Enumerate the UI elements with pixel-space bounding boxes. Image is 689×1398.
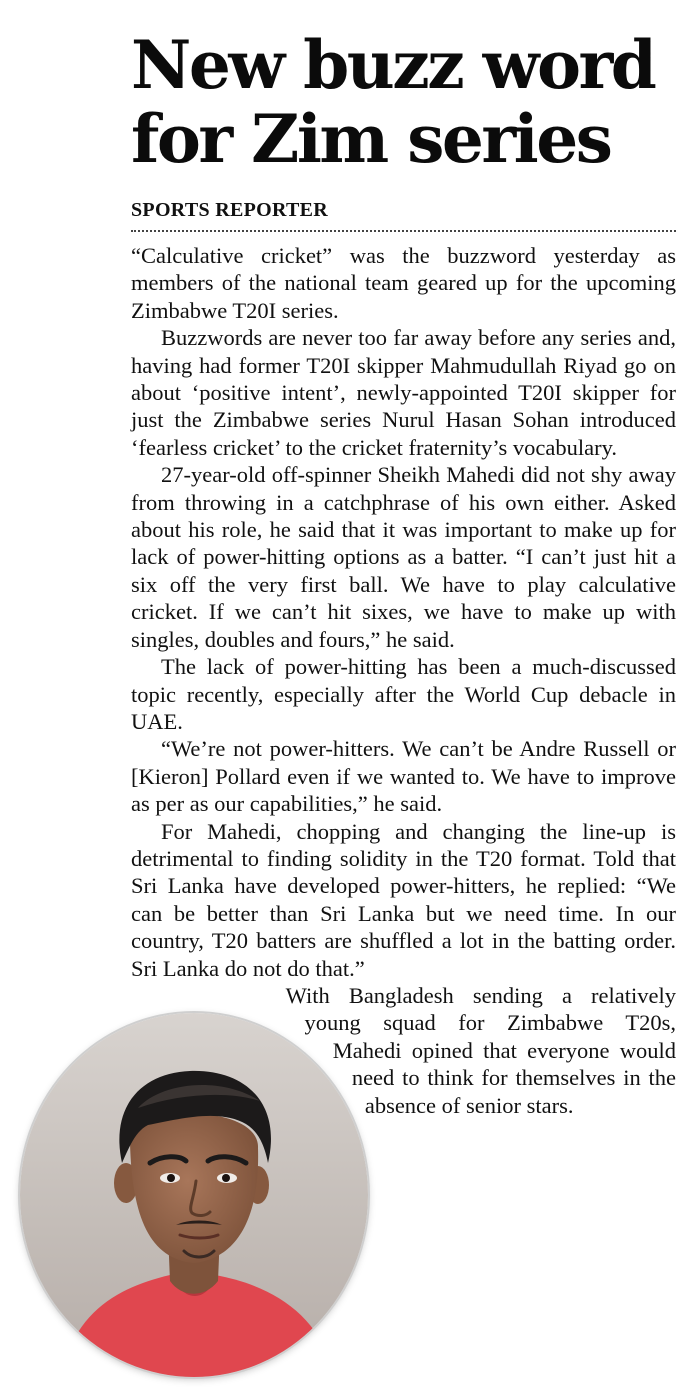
paragraph-1: “Calculative cricket” was the buzzword yesterday as members of the national team geared up for the upcoming Zimbabwe T20I series. bbox=[131, 243, 676, 323]
article-body bbox=[131, 242, 676, 1119]
paragraph-4: The lack of power-hitting has been a much-discussed topic recently, especially after the World Cup debacle in UAE. bbox=[131, 654, 676, 734]
player-portrait-icon bbox=[20, 1013, 368, 1377]
headline: New buzz word for Zim series bbox=[131, 26, 655, 178]
paragraph-5: “We’re not power-hitters. We can’t be Andre Russell or [Kieron] Pollard even if we wanted to. We have to improve as per as our capabilities,” he said. bbox=[131, 736, 676, 817]
dotted-divider bbox=[131, 230, 676, 232]
byline: SPORTS REPORTER bbox=[131, 199, 329, 221]
paragraph-6: For Mahedi, chopping and changing the line-up is detrimental to finding solidity in the T20 format. Told that Sri Lanka have developed power-hitters, he replied: “We can be better than Sri Lanka but we need time. In our country, T20 batters are shuffled a lot in the batting order. Sri Lanka do not do that.” bbox=[131, 818, 676, 981]
paragraph-3: 27-year-old off-spinner Sheikh Mahedi did not shy away from throwing in a catchphrase of his own either. Asked about his role, he said that it was important to make up for lack of power-hitting options as a batter. “I can’t just hit a six off the very first ball. We have to play calculative cricket. If we can’t hit sixes, we have to make up with singles, doubles and fours,” he said. bbox=[131, 462, 676, 652]
player-photo bbox=[20, 1013, 368, 1377]
paragraph-2: Buzzwords are never too far away before any series and, having had former T20I skipper Mahmudullah Riyad go on about ‘positive intent’, newly-appointed T20I skipper for just the Zimbabwe series Nurul Hasan Sohan introduced ‘fearless cricket’ to the cricket fraternity’s vocabulary. bbox=[131, 325, 676, 460]
paragraph-7: With Bangladesh sending a relatively young squad for Zimbabwe T20s, Mahedi opined that everyone would need to think for themselves in the absence of senior stars. bbox=[285, 982, 676, 1118]
